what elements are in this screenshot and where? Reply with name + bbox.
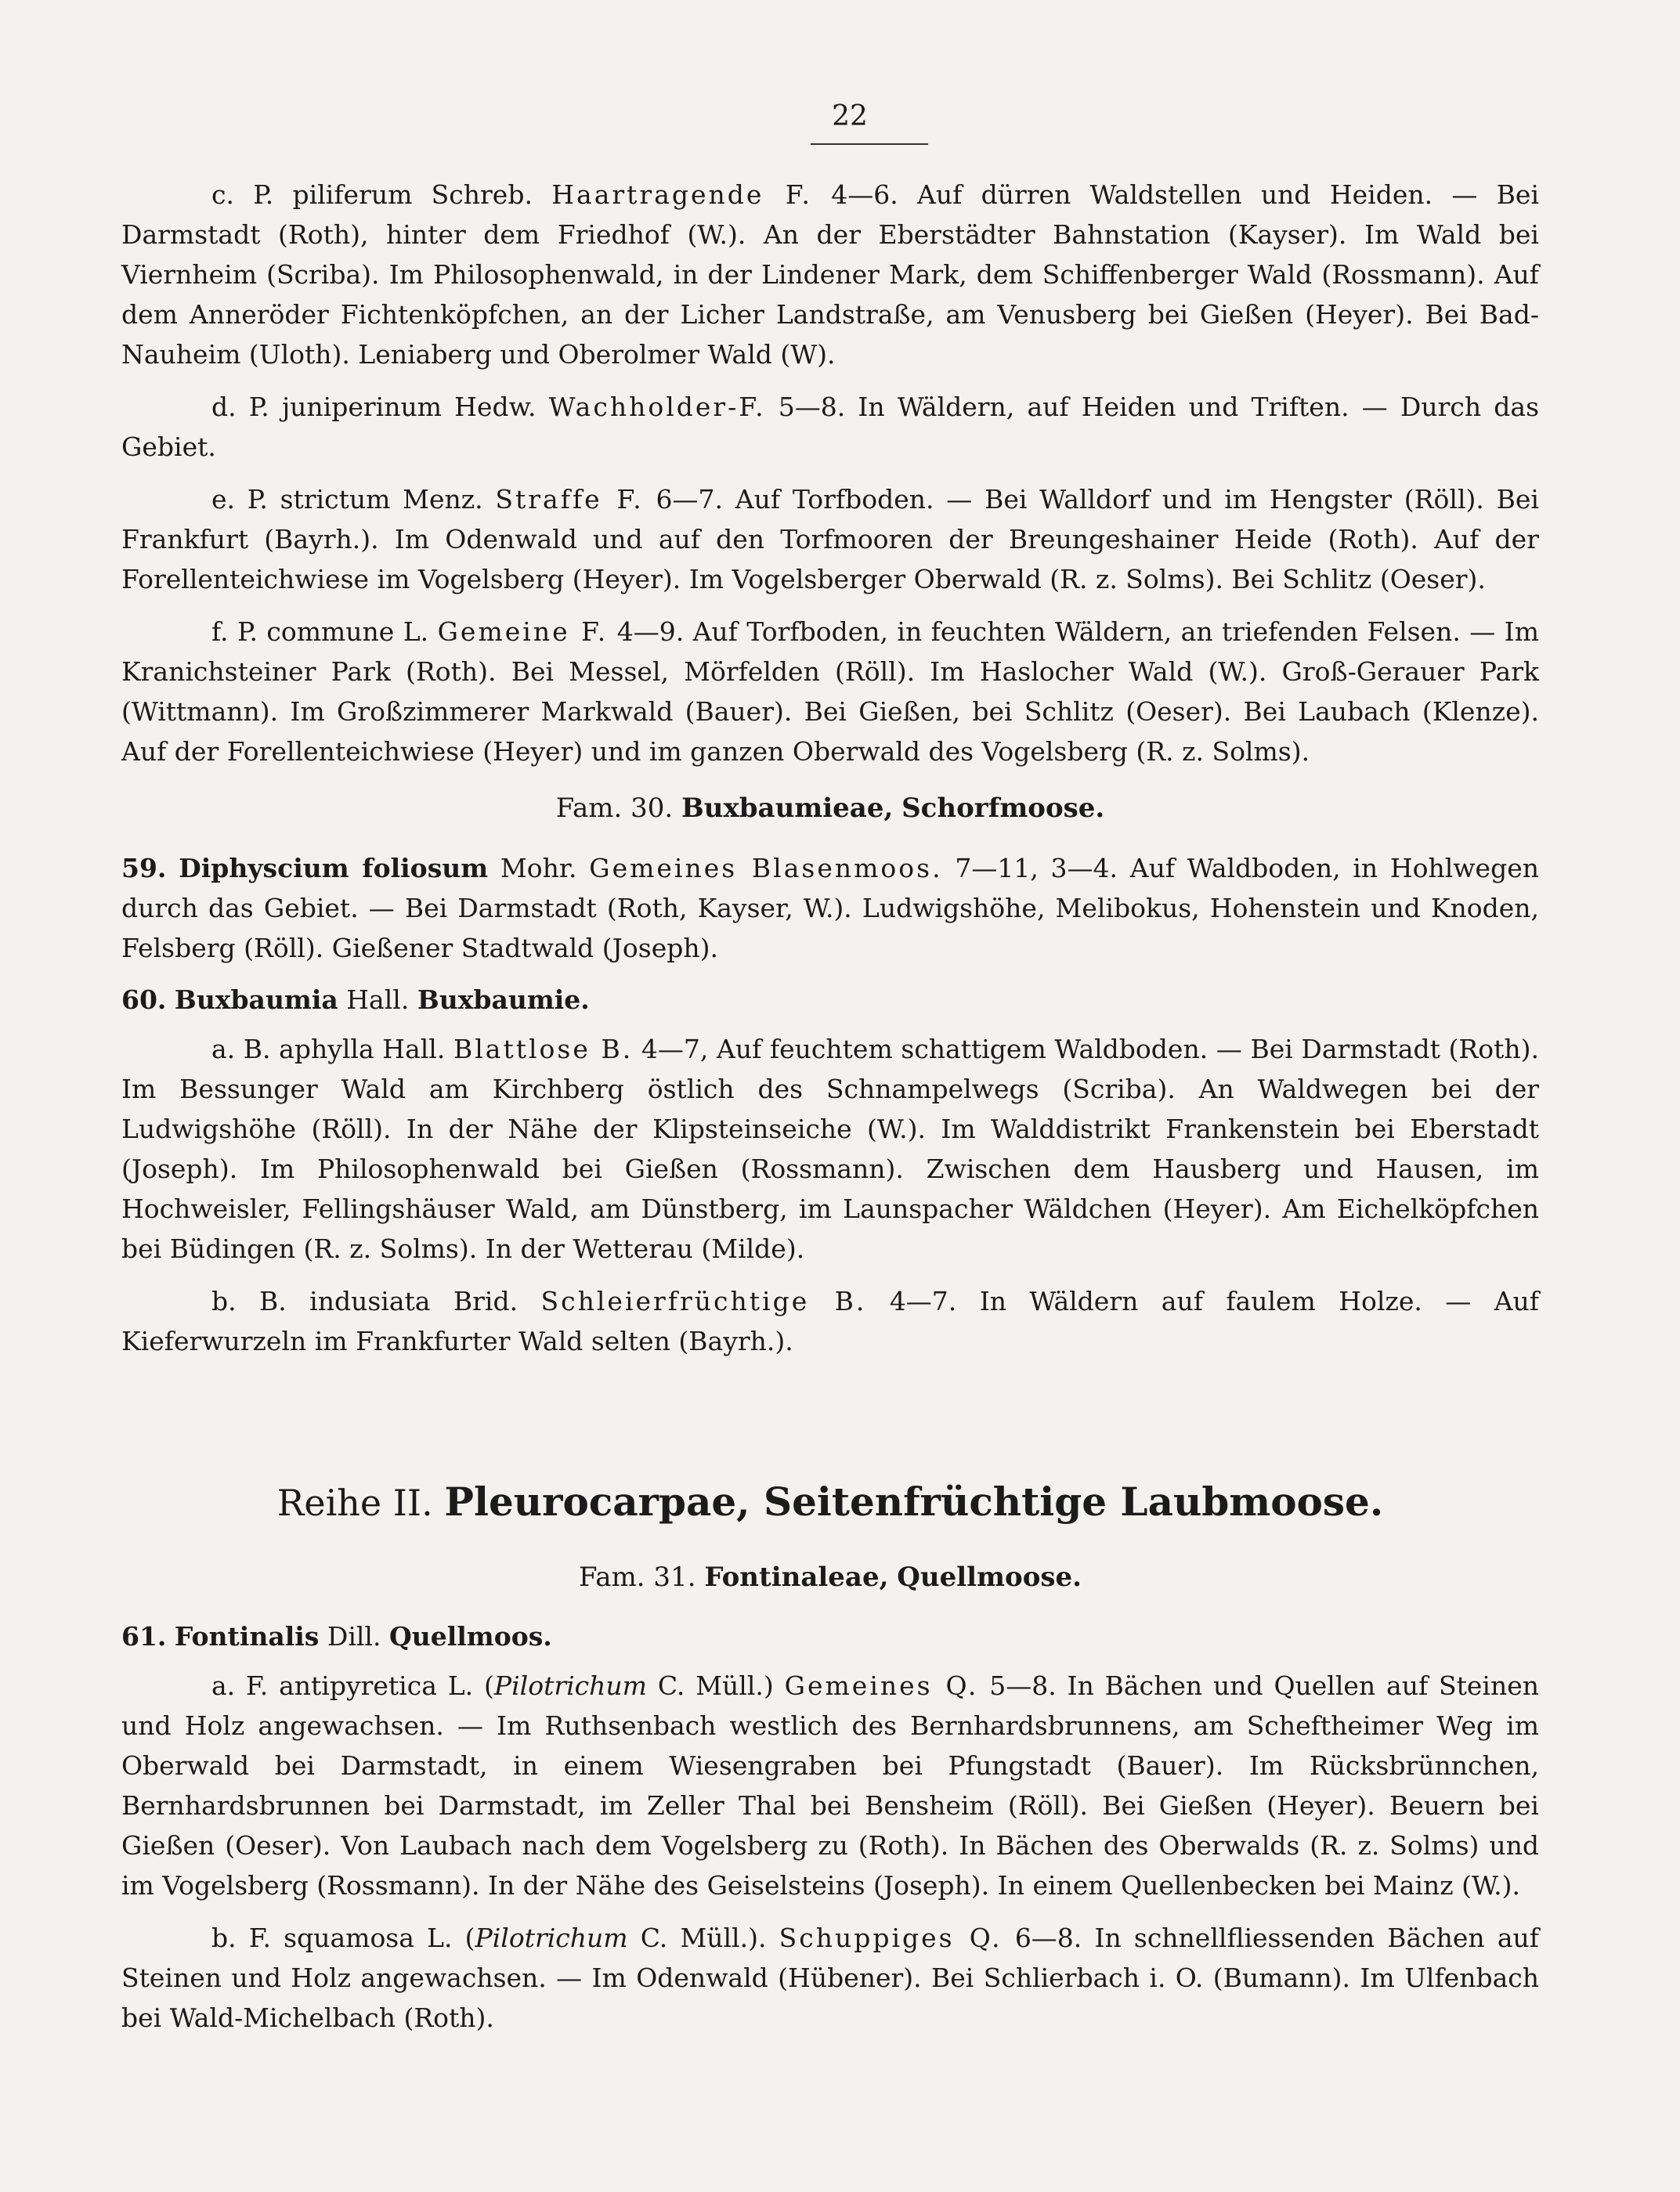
species-entry-d-juniperinum: [121, 387, 1539, 467]
entry-text: 4—7. In Wäldern auf faulem Holze. — Auf Kieferwurzeln im Frankfurter Wald selten (Bayrh.).: [121, 1286, 1539, 1356]
entry-text: 6—8. In schnellfliessenden Bächen auf Steinen und Holz angewachsen. — Im Odenwald (Hübener). Bei Schlierbach i. O. (Bumann). Im Ulfenbach bei Wald-Michelbach (Roth).: [121, 1923, 1539, 2033]
entry-text: 5—8. In Wäldern, auf Heiden und Triften. — Durch das Gebiet.: [121, 392, 1540, 462]
common-name: Haartragende F.: [551, 179, 812, 210]
paren-open: (: [484, 1670, 494, 1701]
common-name: Blattlose B.: [453, 1034, 634, 1064]
entry-text: 4—7, Auf feuchtem schattigem Waldboden. — Bei Darmstadt (Roth). Im Bessunger Wald am Kirchberg östlich des Schnampelwegs (Scriba). An Waldwegen bei der Ludwigshöhe (Röll). In der Nähe der Klipsteinseiche (W.). Im Walddistrikt Frankenstein bei Eberstadt (Joseph). Im Philosophenwald bei Gießen (Rossmann). Zwischen dem Hausberg und Hausen, im Hochweisler, Fellingshäuser Wald, am Dünstberg, im Launspacher Wäldchen (Heyer). Am Eichelköpfchen bei Büdingen (R. z. Solms). In der Wetterau (Milde).: [121, 1034, 1539, 1264]
paren-open: (: [464, 1923, 475, 1953]
family-german: Schorfmoose.: [901, 793, 1105, 824]
common-name: Gemeines Blasenmoos.: [589, 853, 943, 883]
family-latin: Fontinaleae,: [704, 1562, 889, 1593]
species-name: Diphyscium foliosum: [179, 853, 489, 883]
species-label: a. B. aphylla Hall.: [211, 1034, 446, 1064]
species-entry-a-aphylla: [121, 1029, 1539, 1269]
species-entry-b-squamosa: [121, 1918, 1539, 2038]
genus-author: Hall.: [346, 984, 410, 1015]
series-heading: [121, 1479, 1539, 1526]
family-latin: Buxbaumieae,: [681, 793, 894, 824]
family-german: Quellmoose.: [897, 1562, 1082, 1593]
common-name: Straffe F.: [495, 484, 644, 515]
species-label: e. P. strictum Menz.: [211, 484, 483, 515]
species-entry-59: [121, 848, 1539, 968]
series-prefix: Reihe II.: [276, 1482, 433, 1524]
species-label: d. P. juniperinum Hedw.: [211, 392, 537, 422]
species-author: Mohr.: [500, 853, 577, 883]
genus-number: 61.: [121, 1621, 167, 1652]
synonym: Pilotrichum: [475, 1923, 628, 1953]
species-entry-c-piliferum: [121, 175, 1539, 374]
synonym: Pilotrichum: [493, 1670, 647, 1701]
genus-name: Fontinalis: [174, 1621, 320, 1652]
species-entry-a-antipyretica: [121, 1666, 1539, 1905]
species-label: a. F. antipyretica L.: [211, 1670, 474, 1701]
page-number: 22: [832, 100, 868, 132]
species-number: 59.: [121, 853, 167, 883]
genus-german: Buxbaumie.: [417, 984, 590, 1015]
family-heading-30: [121, 789, 1539, 828]
synonym-author: C. Müll.).: [640, 1923, 767, 1953]
species-entry-e-strictum: [121, 479, 1539, 599]
genus-heading-61: [121, 1617, 1539, 1656]
common-name: Wachholder-F.: [548, 392, 766, 422]
species-entry-f-commune: [121, 612, 1539, 771]
species-entry-b-indusiata: [121, 1281, 1539, 1361]
species-label: f. P. commune L.: [211, 616, 429, 647]
header-rule: [811, 143, 928, 145]
entry-text: 6—7. Auf Torfboden. — Bei Walldorf und im Hengster (Röll). Bei Frankfurt (Bayrh.). Im Odenwald und auf den Torfmooren der Breungeshainer Heide (Roth). Auf der Forellenteichwiese im Vogelsberg (Heyer). Im Vogelsberger Oberwald (R. z. Solms). Bei Schlitz (Oeser).: [121, 484, 1539, 594]
genus-author: Dill.: [327, 1621, 381, 1652]
common-name: Gemeine F.: [437, 616, 609, 647]
family-prefix: Fam. 30.: [555, 793, 674, 824]
family-prefix: Fam. 31.: [579, 1562, 696, 1593]
common-name: Schuppiges Q.: [779, 1923, 1003, 1953]
entry-text: 7—11, 3—4. Auf Waldboden, in Hohlwegen durch das Gebiet. — Bei Darmstadt (Roth, Kayser, W.). Ludwigshöhe, Melibokus, Hohenstein und Knoden, Felsberg (Röll). Gießener Stadtwald (Joseph).: [121, 853, 1539, 963]
family-heading-31: [121, 1558, 1539, 1597]
genus-number: 60.: [121, 984, 167, 1015]
common-name: Schleierfrüchtige B.: [540, 1286, 867, 1316]
entry-text: 4—6. Auf dürren Waldstellen und Heiden. — Bei Darmstadt (Roth), hinter dem Friedhof (W.). An der Eberstädter Bahnstation (Kayser). Im Wald bei Viernheim (Scriba). Im Philosophenwald, in der Lindener Mark, dem Schiffenberger Wald (Rossmann). Auf dem Anneröder Fichtenköpfchen, an der Licher Landstraße, am Venusberg bei Gießen (Heyer). Bei Bad-Nauheim (Uloth). Leniaberg und Oberolmer Wald (W).: [121, 179, 1539, 370]
synonym-author: C. Müll.): [657, 1670, 774, 1701]
genus-heading-60: [121, 980, 1539, 1020]
series-title: Pleurocarpae, Seitenfrüchtige Laubmoose.: [444, 1479, 1384, 1525]
genus-name: Buxbaumia: [174, 984, 338, 1015]
entry-text: 5—8. In Bächen und Quellen auf Steinen und Holz angewachsen. — Im Ruthsenbach westlich des Bernhardsbrunnens, am Scheftheimer Weg im Oberwald bei Darmstadt, in einem Wiesengraben bei Pfungstadt (Bauer). Im Rücksbrünnchen, Bernhardsbrunnen bei Darmstadt, im Zeller Thal bei Bensheim (Röll). Bei Gießen (Heyer). Beuern bei Gießen (Oeser). Von Laubach nach dem Vogelsberg zu (Roth). In Bächen des Oberwalds (R. z. Solms) und im Vogelsberg (Rossmann). In der Nähe des Geiselsteins (Joseph). In einem Quellenbecken bei Mainz (W.).: [121, 1670, 1539, 1901]
species-label: b. B. indusiata Brid.: [211, 1286, 518, 1316]
entry-text: 4—9. Auf Torfboden, in feuchten Wäldern, an triefenden Felsen. — Im Kranichsteiner Park (Roth). Bei Messel, Mörfelden (Röll). Im Haslocher Wald (W.). Groß-Gerauer Park (Wittmann). Im Großzimmerer Markwald (Bauer). Bei Gießen, bei Schlitz (Oeser). Bei Laubach (Klenze). Auf der Forellenteichwiese (Heyer) und im ganzen Oberwald des Vogelsberg (R. z. Solms).: [121, 616, 1539, 767]
genus-german: Quellmoos.: [388, 1621, 552, 1652]
common-name: Gemeines Q.: [784, 1670, 979, 1701]
species-label: b. F. squamosa L.: [211, 1923, 453, 1953]
species-label: c. P. piliferum Schreb.: [211, 179, 533, 210]
